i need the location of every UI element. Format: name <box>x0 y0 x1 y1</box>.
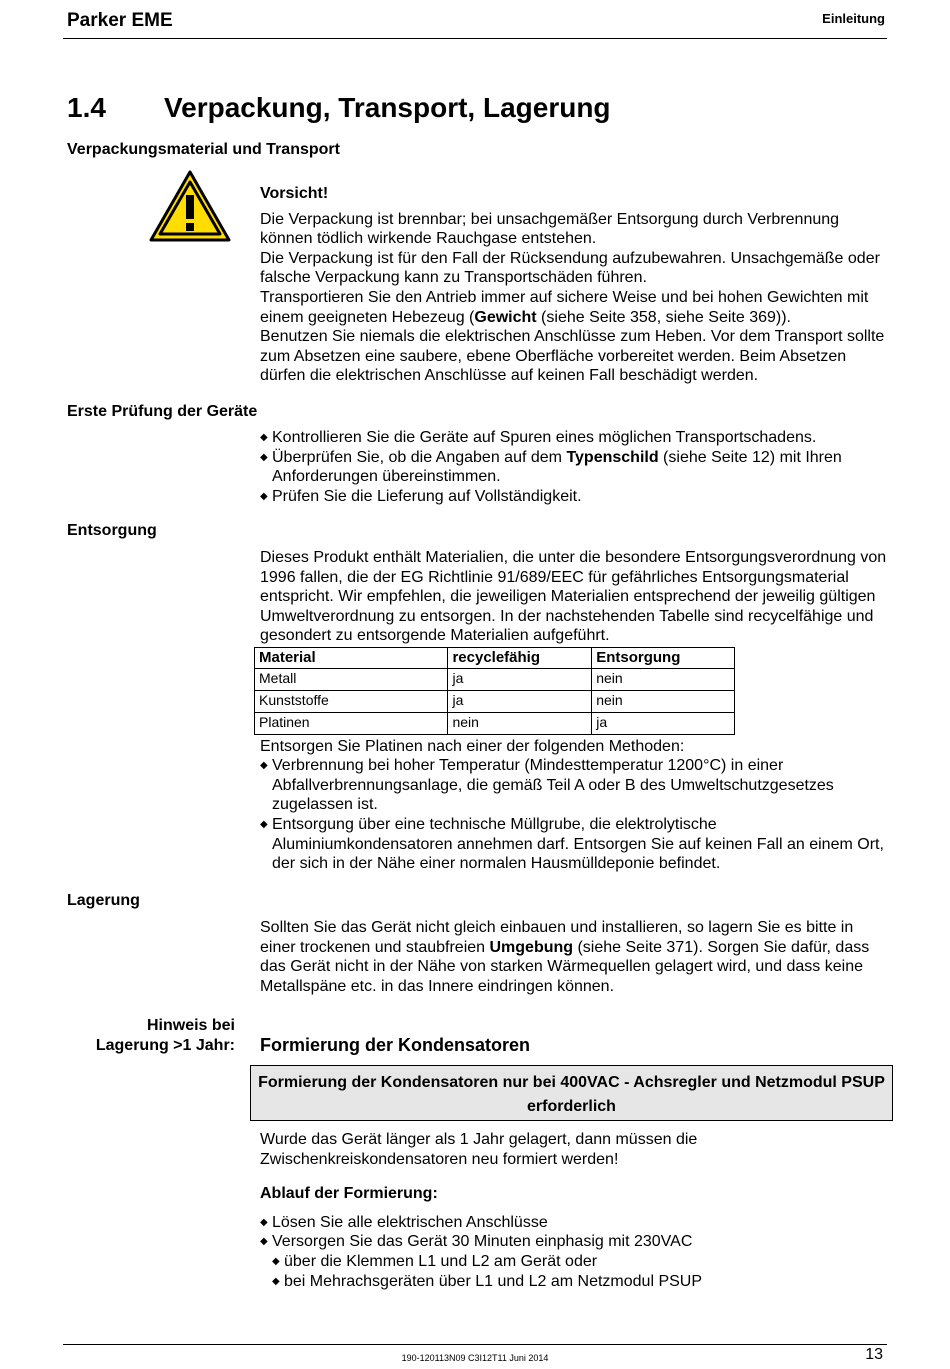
section-inspection-heading: Erste Prüfung der Geräte <box>67 403 258 420</box>
table-cell: nein <box>592 690 735 712</box>
caution-paragraph: Die Verpackung ist brennbar; bei unsachgemäßer Entsorgung durch Verbrennung können tödlich wirkende Rauchgase entstehen. <box>260 210 840 248</box>
table-header: Entsorgung <box>592 647 735 668</box>
caution-paragraph: Transportieren Sie den Antrieb immer auf sichere Weise und bei hohen Gewichten mit einem geeigneten Hebezeug (Gewicht (siehe Seite 358, siehe Seite 369)). <box>260 288 869 326</box>
list-item: ◆ bei Mehrachsgeräten über L1 und L2 am Netzmodul PSUP <box>272 1272 703 1290</box>
page-title <box>67 92 611 124</box>
footer-rule <box>63 1344 887 1345</box>
footer-doc-id: 190-120113N09 C3I12T11 Juni 2014 <box>401 1353 549 1363</box>
section-title: Verpackung, Transport, Lagerung <box>164 92 611 123</box>
page-number: 13 <box>865 1346 883 1363</box>
storage-block <box>260 918 890 996</box>
list-item: ◆ Lösen Sie alle elektrischen Anschlüsse <box>260 1213 548 1231</box>
table-cell: Platinen <box>255 712 448 734</box>
table-header: recyclefähig <box>448 647 592 668</box>
diamond-bullet-icon: ◆ <box>260 818 268 830</box>
table-row <box>255 690 735 712</box>
diamond-bullet-icon: ◆ <box>260 432 268 443</box>
table-cell: ja <box>448 668 592 690</box>
diamond-bullet-icon: ◆ <box>260 1236 268 1248</box>
diamond-bullet-icon: ◆ <box>260 1216 268 1228</box>
section-number: 1.4 <box>67 92 106 123</box>
environment-link[interactable]: Umgebung <box>489 938 574 956</box>
warning-triangle-icon <box>149 170 231 242</box>
list-item: ◆ Verbrennung bei hoher Temperatur (Mindesttemperatur 1200°C) in einer Abfallverbrennungsanlage, die gemäß Teil A oder B des Umweltschutzgesetzes zugelassen ist. <box>260 757 834 814</box>
type-plate-link[interactable]: Typenschild <box>566 448 659 466</box>
section-storage-heading: Lagerung <box>67 892 140 909</box>
header-chapter: Einleitung <box>822 11 885 26</box>
header-rule <box>63 38 887 39</box>
list-item: ◆ Kontrollieren Sie die Geräte auf Spuren eines möglichen Transportschadens. <box>260 429 817 446</box>
weight-link[interactable]: Gewicht <box>474 308 537 326</box>
table-row <box>255 668 735 690</box>
diamond-bullet-icon: ◆ <box>272 1255 280 1267</box>
caution-block <box>260 184 890 386</box>
requirement-box: Formierung der Kondensatoren nur bei 400VAC - Achsregler und Netzmodul PSUP erforderlich <box>250 1065 893 1121</box>
disposal-intro: Dieses Produkt enthält Materialien, die unter die besondere Entsorgungsverordnung von 1996 fallen, die der EG Richtlinie 91/689/EEC für gefährliches Entsorgungsmaterial entspricht. Wir empfehlen, die jeweiligen Materialien entsprechend der jeweilig gültigen Umweltverordnung zu entsorgen. In der nachstehenden Tabelle sind recycelfähige und gesondert zu entsorgende Materialien aufgeführt. <box>260 549 887 645</box>
list-item: ◆ über die Klemmen L1 und L2 am Gerät oder <box>272 1252 598 1270</box>
diamond-bullet-icon: ◆ <box>272 1275 280 1287</box>
inspection-list <box>260 428 890 506</box>
table-row <box>255 712 735 734</box>
procedure-title: Ablauf der Formierung: <box>260 1185 438 1203</box>
table-cell: Kunststoffe <box>255 690 448 712</box>
caution-paragraph: Die Verpackung ist für den Fall der Rücksendung aufzubewahren. Unsachgemäße oder falsche Verpackung kann zu Transportschäden führen. <box>260 249 880 287</box>
list-item: ◆ Entsorgung über eine technische Müllgrube, die elektrolytische Aluminiumkondensatoren annehmen darf. Entsorgen Sie auf keinen Fall an einem Ort, der sich in der Nähe einer normalen Hausmülldeponie befindet. <box>260 815 884 873</box>
list-item: ◆ Überprüfen Sie, ob die Angaben auf dem Typenschild (siehe Seite 12) mit Ihren Anforderungen übereinstimmen. <box>260 448 842 486</box>
materials-table <box>254 647 735 735</box>
diamond-bullet-icon: ◆ <box>260 451 268 463</box>
diamond-bullet-icon: ◆ <box>260 490 268 502</box>
disposal-block <box>260 548 890 874</box>
table-cell: nein <box>448 712 592 734</box>
table-cell: ja <box>448 690 592 712</box>
capacitor-heading: Formierung der Kondensatoren <box>260 1035 531 1055</box>
storage-text: Sollten Sie das Gerät nicht gleich einbauen und installieren, so lagern Sie es bitte in einer trockenen und staubfreien Umgebung (siehe Seite 371). Sorgen Sie dafür, dass das Gerät nicht in der Nähe von starken Wärmequellen gelagert wird, und dass keine Metallspäne etc. in das Innere eindringen können. <box>260 919 870 995</box>
caution-paragraph: Benutzen Sie niemals die elektrischen Anschlüsse zum Heben. Vor dem Transport sollte zum Absetzen eine saubere, ebene Oberfläche vorbereitet werden. Beim Absetzen dürfen die elektrischen Anschlüsse auf keinen Fall beschädigt werden. <box>260 328 885 385</box>
section-packaging-heading: Verpackungsmaterial und Transport <box>67 141 340 158</box>
methods-intro: Entsorgen Sie Platinen nach einer der folgenden Methoden: <box>260 737 685 755</box>
note-text: Wurde das Gerät länger als 1 Jahr gelagert, dann müssen die Zwischenkreiskondensatoren neu formiert werden! <box>260 1131 698 1168</box>
header-title: Parker EME <box>67 10 173 31</box>
list-item: ◆ Prüfen Sie die Lieferung auf Vollständigkeit. <box>260 487 582 505</box>
note-block <box>260 1130 890 1291</box>
table-header-row <box>255 647 735 668</box>
table-cell: ja <box>592 712 735 734</box>
caution-title: Vorsicht! <box>260 185 329 202</box>
list-item: ◆ Versorgen Sie das Gerät 30 Minuten einphasig mit 230VAC <box>260 1233 693 1251</box>
table-cell: nein <box>592 668 735 690</box>
diamond-bullet-icon: ◆ <box>260 760 268 772</box>
table-header: Material <box>255 647 448 668</box>
table-cell: Metall <box>255 668 448 690</box>
note-label: Hinweis bei Lagerung >1 Jahr: <box>95 1017 235 1054</box>
section-disposal-heading: Entsorgung <box>67 522 157 539</box>
